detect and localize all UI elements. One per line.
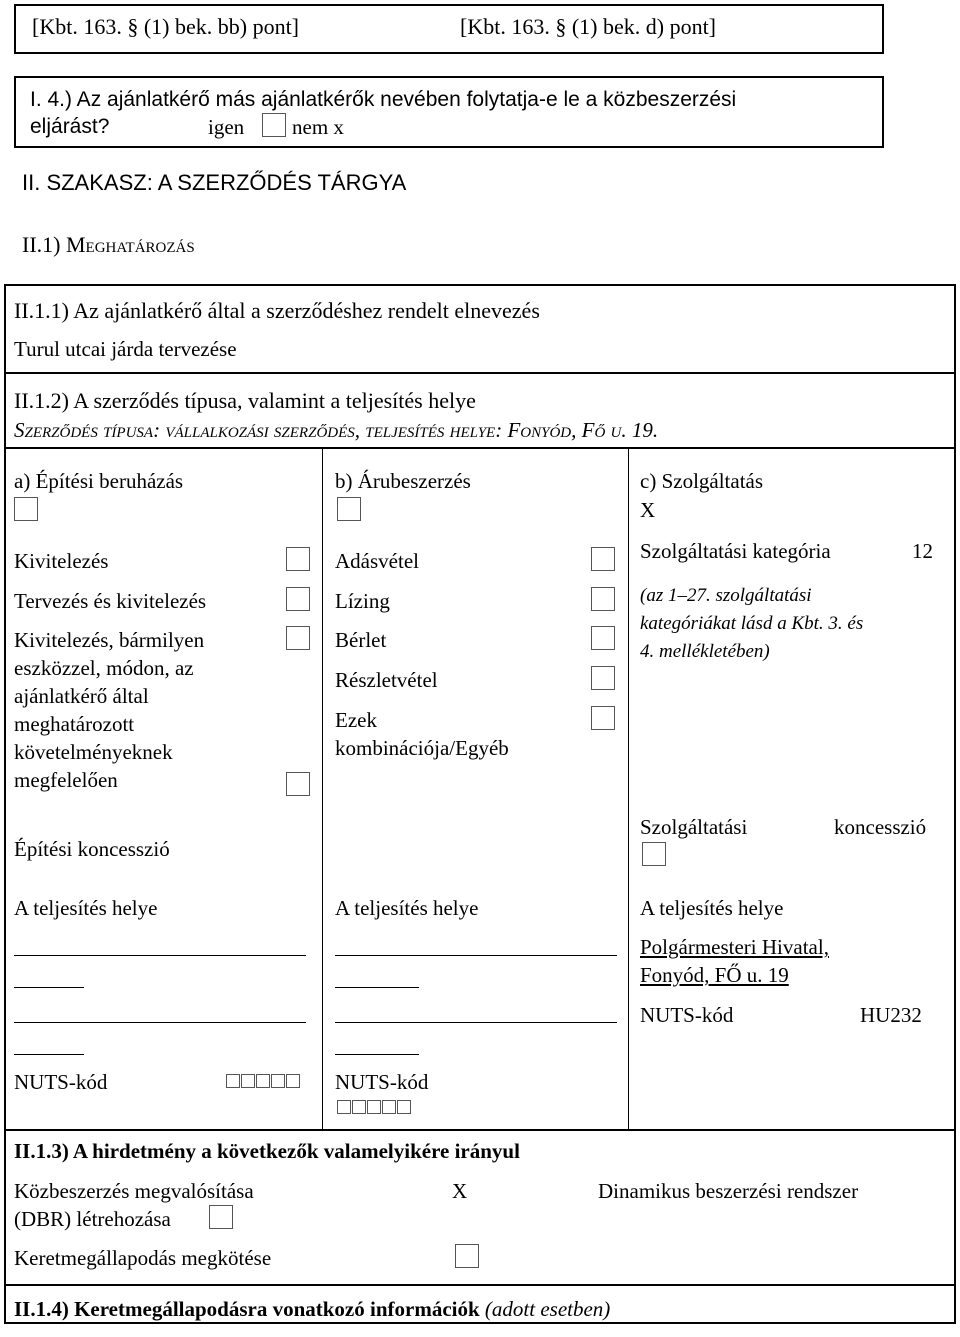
col-c-category-label: Szolgáltatási kategória xyxy=(640,539,831,563)
col-a-long-item-checkbox[interactable] xyxy=(286,772,310,796)
col-c-header: c) Szolgáltatás xyxy=(640,469,764,493)
section-i4-box xyxy=(14,76,884,148)
col-c-place-value-1: Polgármesteri Hivatal, xyxy=(640,935,829,959)
col-a-place-label: A teljesítés helye xyxy=(14,896,158,920)
col-c-header-mark: X xyxy=(640,498,656,522)
col-b-item-kombinacio: kombinációja/Egyéb xyxy=(335,736,509,760)
ii13-title: II.1.3) A hirdetmény a következők valamelyikére irányul xyxy=(14,1139,520,1163)
divider-columns-top xyxy=(4,447,956,449)
col-a-header: a) Építési beruházás xyxy=(14,469,184,493)
col-b-place-line-4 xyxy=(335,1054,419,1055)
ii13-option-kozbeszerzes-mark: X xyxy=(452,1179,468,1203)
column-divider-bc xyxy=(628,448,629,1129)
ii14-title-row xyxy=(14,1297,610,1322)
col-a-long-item-1: Kivitelezés, bármilyen xyxy=(14,628,205,652)
col-b-item-adasvetel: Adásvétel xyxy=(335,549,419,573)
col-c-place-value-2: Fonyód, FŐ u. 19 xyxy=(640,963,789,987)
column-divider-ab xyxy=(322,448,323,1129)
col-a-item-tervezes-checkbox[interactable] xyxy=(286,587,310,611)
col-b-item-reszletvetel-checkbox[interactable] xyxy=(591,666,615,690)
ii13-option-keretmegallapodas: Keretmegállapodás megkötése xyxy=(14,1246,272,1270)
col-b-item-berlet: Bérlet xyxy=(335,628,387,652)
col-a-long-item-3: ajánlatkérő által xyxy=(14,684,149,708)
igen-checkbox[interactable] xyxy=(262,113,286,137)
col-c-concession-checkbox[interactable] xyxy=(642,842,666,866)
col-a-nuts-label: NUTS-kód xyxy=(14,1070,108,1094)
col-b-nuts-boxes[interactable] xyxy=(337,1100,417,1114)
col-a-nuts-boxes[interactable] xyxy=(226,1074,306,1088)
col-c-concession-word1: Szolgáltatási xyxy=(640,815,748,839)
kbt-reference-left: [Kbt. 163. § (1) bek. bb) pont] xyxy=(32,14,300,39)
col-c-note-2: kategóriákat lásd a Kbt. 3. és xyxy=(640,613,864,634)
col-b-item-ezek: Ezek xyxy=(335,708,377,732)
col-a-long-item-5: követelményeknek xyxy=(14,740,173,764)
ii13-option-dbr: Dinamikus beszerzési rendszer xyxy=(598,1179,859,1203)
col-a-place-line-4 xyxy=(14,1054,84,1055)
col-c-note-3: 4. mellékletében) xyxy=(640,641,770,662)
col-c-place-label: A teljesítés helye xyxy=(640,896,784,920)
ii13-keretmegallapodas-checkbox[interactable] xyxy=(455,1244,479,1268)
ii11-title: II.1.1) Az ajánlatkérő által a szerződéshez rendelt elnevezés xyxy=(14,298,540,323)
col-c-concession-word2: koncesszió xyxy=(834,815,927,839)
divider-columns-bottom xyxy=(4,1129,956,1131)
section-ii-heading: II. SZAKASZ: A SZERZŐDÉS TÁRGYA xyxy=(22,170,407,195)
section-ii1-heading: II.1) Meghatározás xyxy=(22,232,195,257)
ii12-title: II.1.2) A szerződés típusa, valamint a teljesítés helye xyxy=(14,388,476,413)
col-a-item-tervezes: Tervezés és kivitelezés xyxy=(14,589,207,613)
col-b-item-adasvetel-checkbox[interactable] xyxy=(591,547,615,571)
ii13-dbr-checkbox[interactable] xyxy=(209,1205,233,1229)
col-b-header: b) Árubeszerzés xyxy=(335,469,471,493)
col-a-place-line-2 xyxy=(14,987,84,988)
col-b-place-label: A teljesítés helye xyxy=(335,896,479,920)
col-a-long-item-checkbox-top[interactable] xyxy=(286,626,310,650)
col-c-note-1: (az 1–27. szolgáltatási xyxy=(640,585,812,606)
col-b-header-checkbox[interactable] xyxy=(337,497,361,521)
col-a-place-line-3 xyxy=(14,1022,306,1023)
col-a-concession: Építési koncesszió xyxy=(14,837,170,861)
col-a-long-item-6: megfelelően xyxy=(14,768,118,792)
ii14-title: II.1.4) Keretmegállapodásra vonatkozó információk xyxy=(14,1297,480,1321)
col-b-item-reszletvetel: Részletvétel xyxy=(335,668,438,692)
col-b-item-berlet-checkbox[interactable] xyxy=(591,626,615,650)
col-a-place-line-1 xyxy=(14,955,306,956)
igen-label: igen xyxy=(208,115,245,139)
col-a-item-kivitelezes: Kivitelezés xyxy=(14,549,109,573)
ii13-option-kozbeszerzes: Közbeszerzés megvalósítása xyxy=(14,1179,254,1203)
col-c-nuts-value: HU232 xyxy=(860,1003,922,1027)
ii12-value: Szerződés típusa: vállalkozási szerződés, teljesítés helye: Fonyód, Fő u. 19. xyxy=(14,418,659,442)
divider-ii14 xyxy=(4,1284,956,1286)
col-a-long-item-4: meghatározott xyxy=(14,712,135,736)
col-b-place-line-2 xyxy=(335,987,419,988)
section-i4-question-cont: eljárást? xyxy=(30,115,110,138)
col-b-place-line-1 xyxy=(335,955,617,956)
col-b-place-line-3 xyxy=(335,1022,617,1023)
col-b-item-egyeb-checkbox[interactable] xyxy=(591,706,615,730)
col-c-category-value: 12 xyxy=(912,539,933,563)
col-b-nuts-label: NUTS-kód xyxy=(335,1070,429,1094)
col-a-long-item-2: eszközzel, módon, az xyxy=(14,656,194,680)
divider-ii11 xyxy=(4,372,956,374)
section-i4-question: I. 4.) Az ajánlatkérő más ajánlatkérők nevében folytatja-e le a közbeszerzési xyxy=(30,88,737,111)
ii13-option-dbr-cont: (DBR) létrehozása xyxy=(14,1207,171,1231)
ii11-value: Turul utcai járda tervezése xyxy=(14,337,237,361)
ii14-title-suffix: (adott esetben) xyxy=(484,1297,611,1321)
col-b-item-lizing-checkbox[interactable] xyxy=(591,587,615,611)
nem-label: nem x xyxy=(292,115,344,139)
col-c-nuts-label: NUTS-kód xyxy=(640,1003,734,1027)
col-a-item-kivitelezes-checkbox[interactable] xyxy=(286,547,310,571)
kbt-reference-right: [Kbt. 163. § (1) bek. d) pont] xyxy=(460,14,717,39)
col-b-item-lizing: Lízing xyxy=(335,589,390,613)
col-a-header-checkbox[interactable] xyxy=(14,497,38,521)
